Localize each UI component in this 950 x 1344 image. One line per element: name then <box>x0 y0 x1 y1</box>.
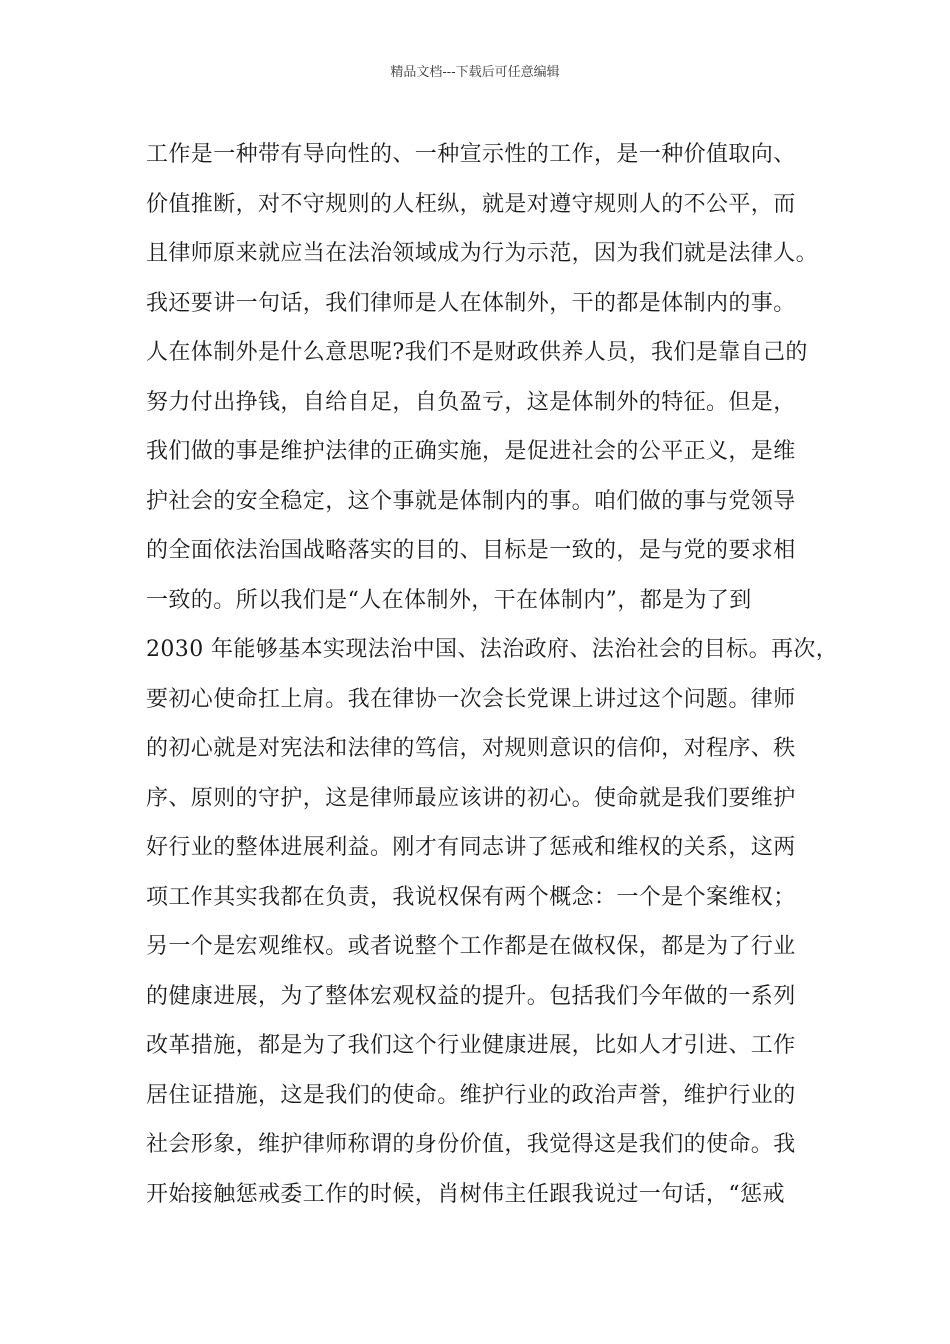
page-header: 精品文档---下载后可任意编辑 <box>390 65 560 80</box>
text-line-22: 开始接触惩戒委工作的时候，肖树伟主任跟我说过一句话，“惩戒 <box>146 1181 785 1207</box>
text-line-20: 居住证措施，这是我们的使命。维护行业的政治声誉，维护行业的 <box>146 1082 796 1108</box>
text-line-12: 要初心使命扛上肩。我在律协一次会长党课上讲过这个问题。律师 <box>146 686 796 712</box>
text-line-7: 我们做的事是维护法律的正确实施，是促进社会的公平正义，是维 <box>146 439 796 464</box>
text-line-3: 且律师原来就应当在法治领域成为行为示范，因为我们就是法律人。 <box>146 241 819 266</box>
text-line-17: 另一个是宏观维权。或者说整个工作都是在做权保，都是为了行业 <box>146 934 796 959</box>
text-line-14: 序、原则的守护，这是律师最应该讲的初心。使命就是我们要维护 <box>146 785 796 811</box>
text-line-4: 我还要讲一句话，我们律师是人在体制外，干的都是体制内的事。 <box>146 290 796 316</box>
text-line-11: 2030 年能够基本实现法治中国、法治政府、法治社会的目标。再次， <box>146 637 839 662</box>
text-line-5: 人在体制外是什么意思呢?我们不是财政供养人员，我们是靠自己的 <box>146 340 808 365</box>
text-line-8: 护社会的安全稳定，这个事就是体制内的事。咱们做的事与党领导 <box>146 488 796 514</box>
text-line-9: 的全面依法治国战略落实的目的、目标是一致的，是与党的要求相 <box>146 538 796 563</box>
text-line-19: 改革措施，都是为了我们这个行业健康进展，比如人才引进、工作 <box>146 1033 796 1058</box>
body-text <box>146 130 839 1219</box>
text-line-6: 努力付出挣钱，自给自足，自负盈亏，这是体制外的特征。但是， <box>146 389 796 415</box>
text-line-21: 社会形象，维护律师称谓的身份价值，我觉得这是我们的使命。我 <box>146 1132 796 1157</box>
text-line-2: 价值推断，对不守规则的人枉纵，就是对遵守规则人的不公平，而 <box>146 191 796 217</box>
text-line-18: 的健康进展，为了整体宏观权益的提升。包括我们今年做的一系列 <box>146 983 796 1009</box>
text-line-1: 工作是一种带有导向性的、一种宣示性的工作，是一种价值取向、 <box>146 142 796 167</box>
text-line-15: 好行业的整体进展利益。刚才有同志讲了惩戒和维权的关系，这两 <box>146 835 796 860</box>
text-line-13: 的初心就是对宪法和法律的笃信，对规则意识的信仰，对程序、秩 <box>146 736 796 761</box>
text-line-16: 项工作其实我都在负责，我说权保有两个概念：一个是个案维权； <box>146 884 796 910</box>
text-line-10: 一致的。所以我们是“人在体制外，干在体制内”，都是为了到 <box>146 587 752 613</box>
